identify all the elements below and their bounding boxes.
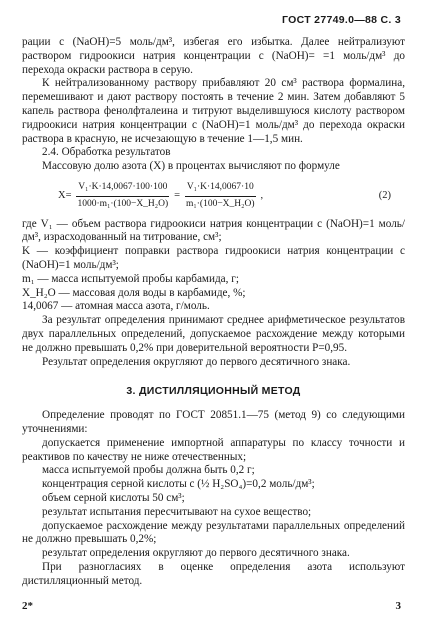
formula-number: (2) — [378, 190, 391, 202]
section-3-paragraph: допускаемое расхождение между результатами параллельных определений не должно превышать 0,2%; — [22, 519, 405, 546]
section-3-paragraph: результат определения округляют до первого десятичного знака. — [42, 547, 350, 560]
formula-equals: = — [174, 190, 181, 202]
section-3-paragraph: результат испытания пересчитывают на сухое вещество; — [42, 505, 312, 518]
intro-paragraph-1: рации с (NaOH)=5 моль/дм³, избегая его избытка. Далее нейтрализуют раствором гидроокиси натрия концентрации с (NaOH)= =1 моль/дм³ до перехода окраски раствора в серую. — [22, 36, 405, 76]
definition-m1: m₁ — масса испытуемой пробы карбамида, г; — [22, 272, 239, 285]
formula-fraction-1 — [76, 181, 171, 212]
section-3-paragraph: Определение проводят по ГОСТ 20851.1—75 (метод 9) со следующими уточнениями: — [22, 409, 405, 435]
formula-fraction-2 — [184, 181, 256, 212]
section-3-paragraph: масса испытуемой пробы должна быть 0,2 г; — [42, 464, 255, 477]
page-number: 3 — [395, 600, 401, 613]
page-header: ГОСТ 27749.0—88 С. 3 — [282, 14, 401, 26]
section-2-4-lead: Массовую долю азота (X) в процентах вычисляют по формуле — [42, 160, 340, 173]
definition-atomic-mass: 14,0067 — атомная масса азота, г/моль. — [22, 300, 210, 313]
page-content — [22, 36, 405, 588]
formula-trail: , — [260, 190, 264, 202]
definition-v1: где V₁ — объем раствора гидроокиси натрия концентрации с (NaOH)=1 моль/дм³, израсходованный на титрование, см³; — [22, 217, 405, 244]
section-3-paragraph: концентрация серной кислоты с (½ H₂SO₄)=0,2 моль/дм³; — [42, 478, 315, 491]
section-3-paragraph: объем серной кислоты 50 см³; — [42, 491, 185, 504]
fraction-2-numerator: V₁·K·14,0067·10 — [185, 181, 256, 197]
section-3-title: 3. ДИСТИЛЛЯЦИОННЫЙ МЕТОД — [126, 385, 301, 398]
fraction-2-denominator: m₁·(100−X_H₂O) — [186, 198, 255, 209]
formula-2 — [22, 181, 405, 212]
section-2-4-title: 2.4. Обработка результатов — [42, 146, 171, 159]
result-paragraph-2: Результат определения округляют до первого десятичного знака. — [42, 355, 351, 368]
footer-signature-mark: 2* — [22, 600, 33, 613]
fraction-1-numerator: V₁·K·14,0067·100·100 — [76, 181, 169, 197]
result-paragraph-1: За результат определения принимают среднее арифметическое результатов двух параллельных определений, допускаемое расхождение между которыми не должно превышать 0,2% при доверительной вероятности P=0,95. — [22, 314, 405, 354]
intro-paragraph-2: К нейтрализованному раствору прибавляют 20 см³ раствора формалина, перемешивают и дают раствору постоять в течение 2 мин. Затем добавляют 5 капель раствора фенолфталеина и титруют выделившуюся кислоту раствором гидроокиси натрия концентрации с (NaOH)=1 моль/дм³ до перехода окраски раствора в красную, не исчезающую в течение 1—1,5 мин. — [22, 77, 405, 145]
fraction-1-denominator: 1000·m₁·(100−X_H₂O) — [77, 198, 169, 209]
section-3-paragraph: допускается применение импортной аппаратуры по классу точности и реактивов по качеству не ниже отечественных; — [22, 436, 405, 463]
definition-xh2o: X_H₂O — массовая доля воды в карбамиде, %; — [22, 286, 246, 299]
definition-k: K — коэффициент поправки раствора гидроокиси натрия концентрации с (NaOH)=1 моль/дм³; — [22, 245, 405, 271]
section-3-paragraph: При разногласиях в оценке определения азота используют дистилляционный метод. — [22, 560, 405, 587]
formula-lhs: X= — [58, 190, 72, 202]
